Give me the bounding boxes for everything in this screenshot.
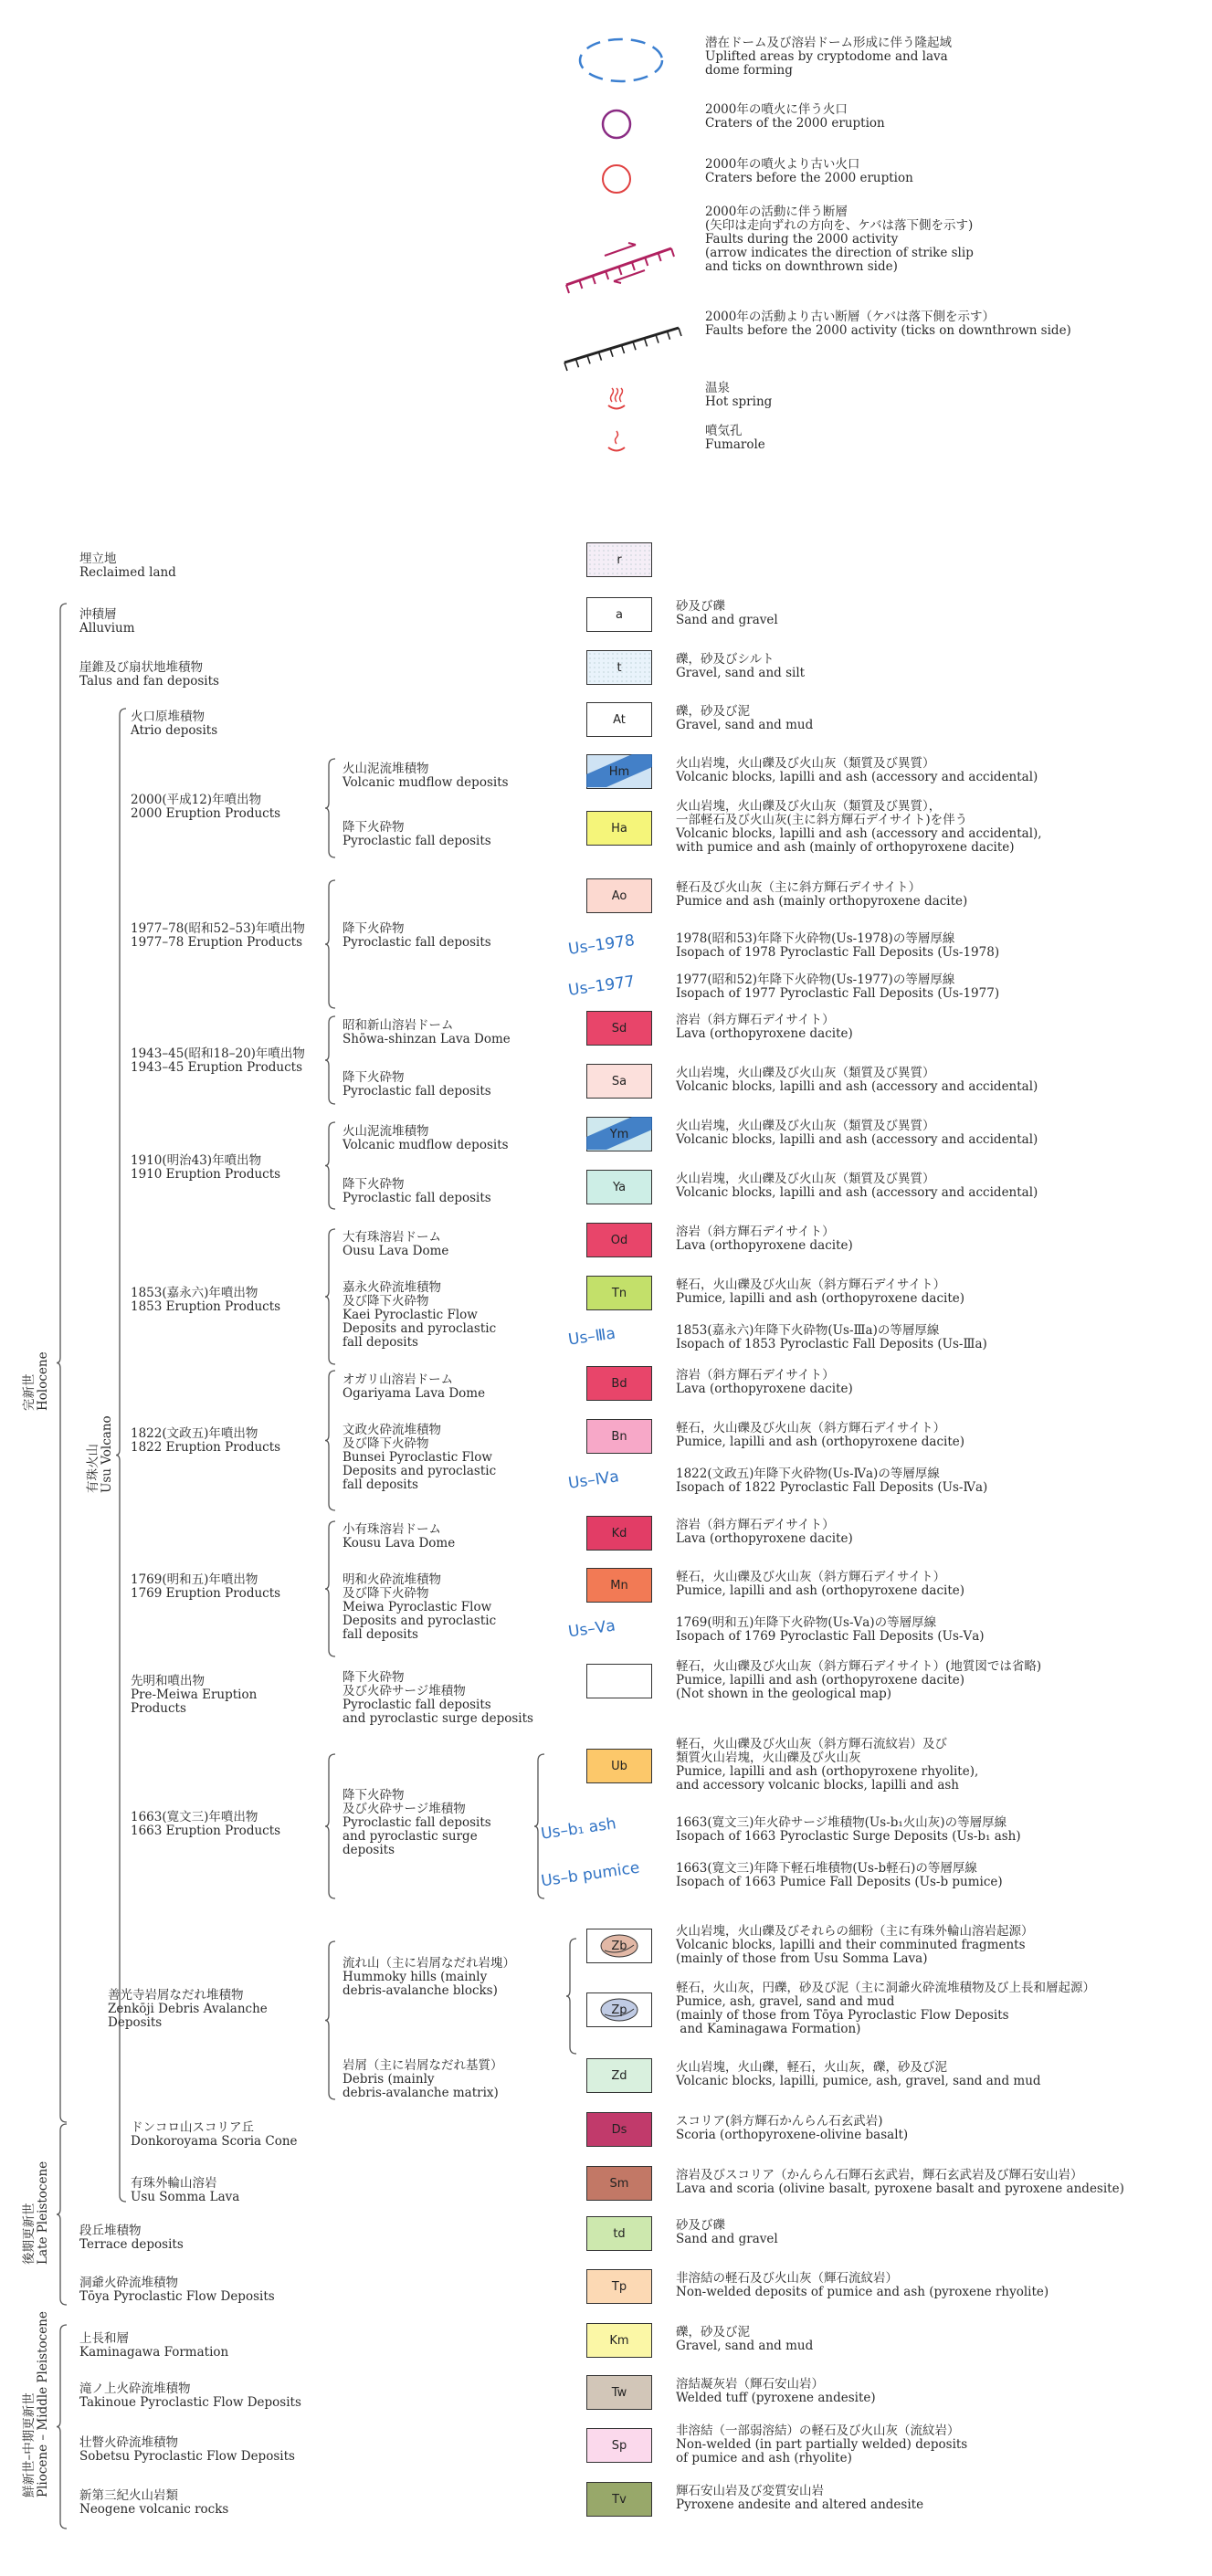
- unit-code: Ya: [612, 1180, 627, 1194]
- unit-code: Hm: [608, 764, 630, 779]
- unit-code: td: [613, 2226, 626, 2241]
- isopach-label: Us–b pumice: [540, 1858, 641, 1891]
- group-label: 善光寺岩屑なだれ堆積物 Zenkōji Debris Avalanche Deposits: [108, 1988, 268, 2030]
- unit-description: 礫，砂及び泥 Gravel, sand and mud: [676, 2325, 814, 2353]
- subunit-label: 降下火砕物 及び火砕サージ堆積物 Pyroclastic fall deposits and pyroclastic surge deposits: [343, 1670, 533, 1726]
- bracket-pliocene: [57, 2324, 68, 2529]
- isopach-description: 1663(寛文三)年火砕サージ堆積物(Us-b₁火山灰)の等層厚線 Isopach of 1663 Pyroclastic Surge Deposits (Us-b₁ ash): [676, 1815, 1021, 1844]
- unit-description: 軽石，火山礫及び火山灰（斜方輝石デイサイト）(地質図では省略) Pumice, lapilli and ash (orthopyroxene dacite) (Not shown in the geological map): [676, 1658, 1042, 1701]
- unit-code: Sd: [611, 1021, 627, 1036]
- group-pliocene-middle-pleistocene: 鮮新世–中期更新世 Pliocene – Middle Pleistocene: [22, 2311, 50, 2497]
- unit-box-tv: [586, 2482, 652, 2517]
- unit-code: Kd: [611, 1526, 627, 1540]
- unit-box-tn: [586, 1276, 652, 1310]
- group-holocene: 完新世 Holocene: [22, 1351, 50, 1411]
- unit-box-tw: [586, 2375, 652, 2410]
- unit-code: Tp: [611, 2279, 627, 2294]
- unit-box-zp: [586, 1992, 652, 2027]
- unit-description: 砂及び礫 Sand and gravel: [676, 599, 778, 627]
- unit-code: Tn: [611, 1286, 627, 1300]
- symbol-label-ja: 2000年の活動に伴う断層 (矢印は走向ずれの方向を、ケバは落下側を示す): [705, 205, 974, 233]
- unit-box-ya: [586, 1170, 652, 1204]
- subunit-label: 降下火砕物 Pyroclastic fall deposits: [343, 921, 491, 950]
- subunit-label: 降下火砕物 Pyroclastic fall deposits: [343, 1177, 491, 1205]
- fault-old-icon: [557, 306, 690, 379]
- symbol-label-en: Hot spring: [705, 394, 773, 409]
- unit-code: t: [617, 660, 622, 675]
- unit-description: 溶結凝灰岩（輝石安山岩） Welded tuff (pyroxene andesite): [676, 2377, 876, 2405]
- unit-code: Sm: [609, 2176, 629, 2191]
- unit-description: 軽石及び火山灰（主に斜方輝石デイサイト） Pumice and ash (mainly orthopyroxene dacite): [676, 880, 968, 909]
- group-label: 1853(嘉永六)年噴出物 1853 Eruption Products: [131, 1286, 281, 1314]
- unit-box-bn: [586, 1419, 652, 1454]
- subunit-label: 降下火砕物 Pyroclastic fall deposits: [343, 820, 491, 848]
- bracket-1910: [325, 1121, 336, 1210]
- group-label: 上長和層 Kaminagawa Formation: [79, 2331, 229, 2360]
- isopach-label: Us–b₁ ash: [540, 1814, 617, 1844]
- group-label: 滝ノ上火砕流堆積物 Takinoue Pyroclastic Flow Deposits: [79, 2381, 301, 2410]
- unit-description: 溶岩（斜方輝石デイサイト） Lava (orthopyroxene dacite): [676, 1225, 853, 1253]
- unit-description: スコリア(斜方輝石かんらん石玄武岩) Scoria (orthopyroxene-olivine basalt): [676, 2114, 909, 2142]
- unit-box-tp: [586, 2269, 652, 2304]
- subunit-label: 嘉永火砕流堆積物 及び降下火砕物 Kaei Pyroclastic Flow Deposits and pyroclastic fall deposits: [343, 1280, 497, 1350]
- subunit-label: 大有珠溶岩ドーム Ousu Lava Dome: [343, 1230, 449, 1258]
- unit-box-kd: [586, 1516, 652, 1551]
- group-label: 埋立地 Reclaimed land: [79, 552, 176, 580]
- unit-description: 火山岩塊，火山礫及びそれらの細粉（主に有珠外輪山溶岩起源） Volcanic blocks, lapilli and their comminuted fragments (mainly of those from Usu Somma Lava): [676, 1923, 1034, 1966]
- isopach-label: Us–Ⅲa: [566, 1324, 617, 1350]
- unit-box-zd: [586, 2058, 652, 2093]
- group-label: 先明和噴出物 Pre-Meiwa Eruption Products: [131, 1674, 258, 1716]
- unit-code: Zb: [611, 1939, 627, 1953]
- group-label: 崖錐及び扇状地堆積物 Talus and fan deposits: [79, 660, 219, 689]
- unit-code: Ub: [611, 1759, 627, 1773]
- unit-description: 溶岩（斜方輝石デイサイト） Lava (orthopyroxene dacite): [676, 1013, 853, 1041]
- unit-description: 溶岩（斜方輝石デイサイト） Lava (orthopyroxene dacite): [676, 1518, 853, 1546]
- symbol-label-en: Fumarole: [705, 437, 765, 452]
- isopach-description: 1977(昭和52)年降下火砕物(Us-1977)の等層厚線 Isopach of 1977 Pyroclastic Fall Deposits (Us-1977): [676, 973, 1000, 1001]
- subunit-label: 降下火砕物 及び火砕サージ堆積物 Pyroclastic fall deposits and pyroclastic surge deposits: [343, 1788, 491, 1857]
- unit-description: 軽石，火山礫及び火山灰（斜方輝石デイサイト） Pumice, lapilli and ash (orthopyroxene dacite): [676, 1570, 965, 1598]
- unit-code: Sp: [611, 2438, 627, 2453]
- subunit-label: 明和火砕流堆積物 及び降下火砕物 Meiwa Pyroclastic Flow Deposits and pyroclastic fall deposits: [343, 1572, 497, 1642]
- subunit-label: 火山泥流堆積物 Volcanic mudflow deposits: [343, 762, 509, 790]
- group-label: 1977–78(昭和52–53)年噴出物 1977–78 Eruption Products: [131, 921, 305, 950]
- group-label: 1943–45(昭和18–20)年噴出物 1943–45 Eruption Products: [131, 1046, 305, 1075]
- bracket-1977-78: [325, 879, 336, 1009]
- unit-box-mn: [586, 1568, 652, 1603]
- unit-box-sd: [586, 1011, 652, 1046]
- unit-box-pre-meiwa: [586, 1664, 652, 1698]
- unit-box-sp: [586, 2428, 652, 2463]
- unit-box-ds: [586, 2112, 652, 2147]
- group-label: 洞爺火砕流堆積物 Tōya Pyroclastic Flow Deposits: [79, 2276, 275, 2304]
- bracket-1822: [325, 1370, 336, 1511]
- subunit-label: 火山泥流堆積物 Volcanic mudflow deposits: [343, 1124, 509, 1152]
- unit-description: 溶岩（斜方輝石デイサイト） Lava (orthopyroxene dacite): [676, 1368, 853, 1396]
- bracket-2000: [325, 758, 336, 858]
- unit-box-bd: [586, 1366, 652, 1401]
- bracket-zenkoji: [325, 1940, 336, 2100]
- unit-description: 軽石，火山礫及び火山灰（斜方輝石デイサイト） Pumice, lapilli and ash (orthopyroxene dacite): [676, 1421, 965, 1449]
- unit-description: 火山岩塊，火山礫，軽石，火山灰，礫，砂及び泥 Volcanic blocks, lapilli, pumice, ash, gravel, sand and mud: [676, 2060, 1041, 2088]
- unit-code: Zp: [611, 2003, 627, 2017]
- unit-description: 軽石，火山灰，円礫，砂及び泥（主に洞爺火砕流堆積物及び上長和層起源） Pumice, ash, gravel, sand and mud (mainly of those from Tōya Pyroclastic Flow Deposits and Kaminagawa Formation): [676, 1981, 1095, 2036]
- unit-description: 礫，砂及びシルト Gravel, sand and silt: [676, 652, 806, 680]
- subunit-label: 昭和新山溶岩ドーム Shōwa-shinzan Lava Dome: [343, 1018, 511, 1046]
- unit-box-od: [586, 1223, 652, 1257]
- unit-code: Bn: [611, 1429, 627, 1444]
- unit-box-td: [586, 2216, 652, 2251]
- bracket-usu-volcano: [116, 708, 127, 2203]
- unit-code: Ha: [611, 821, 627, 836]
- bracket-1663: [325, 1753, 336, 1899]
- bracket-1943-45: [325, 1015, 336, 1105]
- subunit-label: オガリ山溶岩ドーム Ogariyama Lava Dome: [343, 1372, 486, 1401]
- group-label: 壮瞥火砕流堆積物 Sobetsu Pyroclastic Flow Deposits: [79, 2435, 295, 2464]
- isopach-label: Us–1977: [566, 973, 637, 1000]
- unit-box-km: [586, 2323, 652, 2358]
- group-label: ドンコロ山スコリア丘 Donkoroyama Scoria Cone: [131, 2120, 298, 2149]
- unit-description: 礫，砂及び泥 Gravel, sand and mud: [676, 704, 814, 732]
- bracket-holocene: [57, 603, 68, 2123]
- unit-description: 火山岩塊，火山礫及び火山灰（類質及び異質）， 一部軽石及び火山灰(主に斜方輝石デイサイト)を伴う Volcanic blocks, lapilli and ash (accessory and accidental), with pumice and ash (mainly of orthopyroxene dacite): [676, 799, 1042, 855]
- unit-description: 輝石安山岩及び変質安山岩 Pyroxene andesite and altered andesite: [676, 2484, 924, 2512]
- crater-2000-icon: [598, 106, 635, 142]
- isopach-description: 1978(昭和53)年降下火砕物(Us-1978)の等層厚線 Isopach of 1978 Pyroclastic Fall Deposits (Us-1978): [676, 931, 1000, 960]
- isopach-description: 1769(明和五)年降下火砕物(Us-Ⅴa)の等層厚線 Isopach of 1769 Pyroclastic Fall Deposits (Us-Ⅴa): [676, 1615, 985, 1644]
- isopach-description: 1822(文政五)年降下火砕物(Us-Ⅳa)の等層厚線 Isopach of 1822 Pyroclastic Fall Deposits (Us-Ⅳa): [676, 1467, 988, 1495]
- fault-2000-strike-slip-icon: [557, 219, 685, 301]
- group-usu-volcano: 有珠火山 Usu Volcano: [86, 1415, 114, 1493]
- unit-code: Od: [610, 1233, 628, 1247]
- isopach-label: Us–Ⅴa: [566, 1616, 617, 1642]
- unit-description: 火山岩塊，火山礫及び火山灰（類質及び異質） Volcanic blocks, lapilli and ash (accessory and accidental): [676, 1172, 1038, 1200]
- group-late-pleistocene: 後期更新世 Late Pleistocene: [22, 2161, 50, 2265]
- subunit-label: 文政火砕流堆積物 及び降下火砕物 Bunsei Pyroclastic Flow Deposits and pyroclastic fall deposits: [343, 1423, 497, 1492]
- group-label: 1663(寛文三)年噴出物 1663 Eruption Products: [131, 1810, 281, 1838]
- group-label: 火口原堆積物 Atrio deposits: [131, 710, 218, 738]
- bracket-1853: [325, 1228, 336, 1365]
- symbol-label-en: Faults during the 2000 activity (arrow indicates the direction of strike slip and ticks on downthrown side): [705, 232, 974, 274]
- unit-code: Bd: [611, 1376, 627, 1391]
- subunit-label: 小有珠溶岩ドーム Kousu Lava Dome: [343, 1522, 456, 1551]
- bracket-1769: [325, 1520, 336, 1657]
- unit-description: 非溶結の軽石及び火山灰（輝石流紋岩） Non-welded deposits of pumice and ash (pyroxene rhyolite): [676, 2271, 1049, 2299]
- unit-code: Mn: [610, 1578, 628, 1593]
- group-label: 2000(平成12)年噴出物 2000 Eruption Products: [131, 793, 281, 821]
- group-label: 有珠外輪山溶岩 Usu Somma Lava: [131, 2176, 240, 2204]
- symbol-label-en: Uplifted areas by cryptodome and lava dome forming: [705, 49, 948, 78]
- unit-code: Ao: [611, 888, 627, 903]
- unit-description: 軽石，火山礫及び火山灰（斜方輝石流紋岩）及び 類質火山岩塊，火山礫及び火山灰 Pumice, lapilli and ash (orthopyroxene rhyolite), and accessory volcanic blocks, lapilli and ash: [676, 1737, 979, 1793]
- group-label: 新第三紀火山岩類 Neogene volcanic rocks: [79, 2488, 229, 2517]
- unit-code: At: [613, 712, 626, 727]
- symbol-label-ja: 温泉: [705, 381, 730, 395]
- unit-box-ao: [586, 878, 652, 913]
- unit-box-a: [586, 597, 652, 632]
- symbol-label-ja: 2000年の噴火に伴う火口: [705, 102, 848, 117]
- unit-description: 非溶結（一部弱溶結）の軽石及び火山灰（流紋岩） Non-welded (in part partially welded) deposits of pumice and ash (rhyolite): [676, 2423, 968, 2466]
- isopach-description: 1853(嘉永六)年降下火砕物(Us-Ⅲa)の等層厚線 Isopach of 1853 Pyroclastic Fall Deposits (Us-Ⅲa): [676, 1323, 987, 1351]
- isopach-description: 1663(寛文三)年降下軽石堆積物(Us-b軽石)の等層厚線 Isopach of 1663 Pumice Fall Deposits (Us-b pumice): [676, 1861, 1003, 1889]
- bracket-late-pleistocene: [57, 2123, 68, 2306]
- hot-spring-icon: [603, 387, 630, 415]
- symbol-label-ja: 2000年の噴火より古い火口: [705, 157, 860, 172]
- symbol-label-ja: 噴気孔: [705, 424, 743, 438]
- unit-code: Ds: [611, 2122, 627, 2137]
- group-label: 1769(明和五)年噴出物 1769 Eruption Products: [131, 1572, 281, 1601]
- unit-description: 火山岩塊，火山礫及び火山灰（類質及び異質） Volcanic blocks, lapilli and ash (accessory and accidental): [676, 756, 1038, 784]
- unit-code: a: [616, 607, 623, 622]
- fumarole-icon: [603, 429, 630, 457]
- symbol-label-ja: 2000年の活動より古い断層（ケバは落下側を示す）: [705, 310, 996, 324]
- unit-box-ym: [586, 1117, 652, 1151]
- unit-code: Zd: [611, 2068, 627, 2083]
- symbol-label-en: Craters of the 2000 eruption: [705, 116, 885, 131]
- unit-code: Sa: [611, 1074, 627, 1088]
- unit-box-r: [586, 542, 652, 577]
- unit-description: 火山岩塊，火山礫及び火山灰（類質及び異質） Volcanic blocks, lapilli and ash (accessory and accidental): [676, 1119, 1038, 1147]
- subunit-label: 流れ山（主に岩屑なだれ岩塊） Hummoky hills (mainly debris-avalanche blocks): [343, 1956, 515, 1998]
- crater-old-icon: [598, 161, 635, 197]
- unit-box-at: [586, 702, 652, 737]
- unit-box-hm: [586, 754, 652, 789]
- unit-description: 火山岩塊，火山礫及び火山灰（類質及び異質） Volcanic blocks, lapilli and ash (accessory and accidental): [676, 1066, 1038, 1094]
- subunit-label: 岩屑（主に岩屑なだれ基質） Debris (mainly debris-avalanche matrix): [343, 2058, 503, 2100]
- unit-description: 軽石，火山礫及び火山灰（斜方輝石デイサイト） Pumice, lapilli and ash (orthopyroxene dacite): [676, 1277, 965, 1306]
- unit-box-t: [586, 650, 652, 685]
- uplift-area-dashed-ellipse-icon: [571, 32, 671, 89]
- unit-description: 砂及び礫 Sand and gravel: [676, 2218, 778, 2246]
- symbol-label-en: Craters before the 2000 eruption: [705, 171, 913, 185]
- unit-box-ub: [586, 1749, 652, 1783]
- unit-code: Tw: [611, 2385, 627, 2400]
- isopach-label: Us–1978: [566, 931, 637, 959]
- isopach-label: Us–Ⅳa: [566, 1467, 621, 1493]
- unit-box-zb: [586, 1929, 652, 1963]
- symbol-label-en: Faults before the 2000 activity (ticks on downthrown side): [705, 323, 1071, 338]
- bracket-zenkoji-hills: [566, 1938, 577, 2055]
- unit-box-sa: [586, 1064, 652, 1099]
- group-label: 1910(明治43)年噴出物 1910 Eruption Products: [131, 1153, 281, 1182]
- symbol-label-ja: 潜在ドーム及び溶岩ドーム形成に伴う隆起域: [705, 36, 952, 50]
- unit-box-ha: [586, 811, 652, 846]
- unit-code: Ym: [609, 1127, 629, 1141]
- group-label: 沖積層 Alluvium: [79, 607, 135, 636]
- group-label: 1822(文政五)年噴出物 1822 Eruption Products: [131, 1426, 281, 1455]
- unit-code: r: [617, 552, 622, 567]
- unit-box-sm: [586, 2166, 652, 2201]
- group-label: 段丘堆積物 Terrace deposits: [79, 2224, 184, 2252]
- subunit-label: 降下火砕物 Pyroclastic fall deposits: [343, 1070, 491, 1099]
- unit-code: Km: [609, 2333, 629, 2348]
- unit-description: 溶岩及びスコリア（かんらん石輝石玄武岩，輝石玄武岩及び輝石安山岩） Lava and scoria (olivine basalt, pyroxene basalt and pyroxene andesite): [676, 2168, 1124, 2196]
- unit-code: Tv: [612, 2492, 627, 2507]
